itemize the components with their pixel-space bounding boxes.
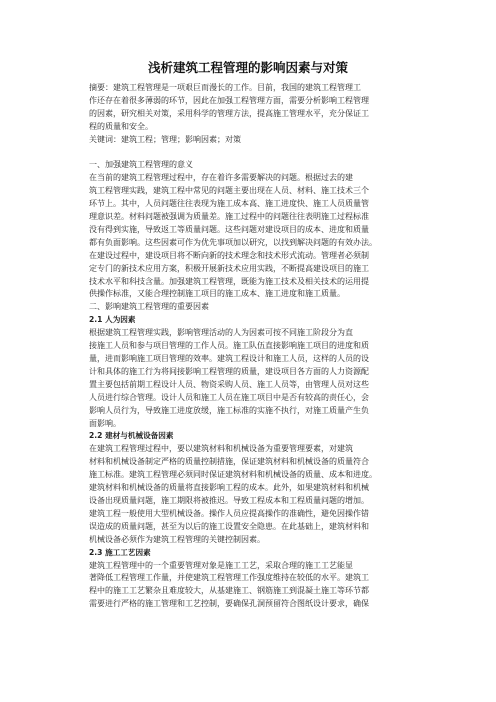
text-line: 在建设过程中，建设项目将不断向新的技术理念和技术形式流动。管理者必须制	[89, 250, 369, 260]
article-body	[89, 82, 411, 611]
text-line: 筑工程管理实践，建筑工程中常见的问题主要出现在人员、材料、施工技术三个	[89, 186, 369, 196]
text-line: 建筑工程管理中的一个重要管理对象是施工工艺，采取合理的施工工艺能显	[89, 560, 353, 570]
abstract-line: 程的质量和安全。	[89, 121, 153, 131]
abstract	[89, 82, 411, 134]
subsection-2-1-text	[89, 327, 411, 430]
subsection-heading: 2.2 建材与机械设备因素	[89, 431, 174, 441]
text-line: 根据建筑工程管理实践，影响管理活动的人为因素可按不同施工阶段分为直	[89, 328, 353, 338]
spacer	[89, 147, 411, 160]
subsection-heading: 2.1 人为因素	[89, 315, 136, 325]
text-line: 材料和机械设备制定严格的质量控制措施，保证建筑材料和机械设备的质量符合	[89, 457, 369, 467]
text-line: 环节上。其中，人员问题往往表现为施工成本高、施工进度快、施工人员质量管	[89, 199, 369, 209]
text-line: 定专门的新技术应用方案，积极开展新技术应用实践，不断提高建设项目的施工	[89, 263, 369, 273]
text-line: 面影响。	[89, 418, 121, 428]
text-line: 施工标准。建筑工程管理必须同时保证建筑材料和机械设备的质量、成本和进度。	[89, 470, 377, 480]
abstract-line: 作还存在着很多薄弱的环节，因此在加强工程管理方面，需要分析影响工程管理	[89, 95, 369, 105]
keywords: 关键词：建筑工程；管理；影响因素；对策	[89, 134, 241, 144]
text-line: 程中的施工工艺繁杂且难度较大，从基建施工、钢筋施工到混凝土施工等环节都	[89, 586, 369, 596]
text-line: 理意识差。材料问题被强调为质量差。施工过程中的问题往往表明施工过程标准	[89, 212, 369, 222]
text-line: 没有得到实施，导致返工等质量问题。这些问题对建设项目的成本、进度和质量	[89, 224, 369, 234]
section-heading: 一、加强建筑工程管理的意义	[89, 160, 193, 170]
subsection-2-3-text	[89, 560, 411, 612]
text-line: 误造成的质量问题，甚至为以后的施工设置安全隐患。在此基础上，建筑材料和	[89, 521, 369, 531]
article-title: 浅析建筑工程管理的影响因素与对策	[147, 60, 348, 75]
text-line: 机械设备必须作为建筑工程管理的关键控制因素。	[89, 534, 265, 544]
text-line: 置主要包括前期工程设计人员、物资采购人员、施工人员等，由管理人员对这些	[89, 379, 369, 389]
text-line: 在当前的建筑工程管理过程中，存在着许多需要解决的问题。根据过去的建	[89, 173, 353, 183]
text-line: 需要进行严格的施工管理和工艺控制，要确保孔洞预留符合图纸设计要求，确保	[89, 599, 369, 609]
text-line: 在建筑工程管理过程中，要以建筑材料和机械设备为重要管理要素，对建筑	[89, 444, 353, 454]
text-line: 设备出现质量问题，施工期限将被推迟。导致工程成本和工程质量问题的增加。	[89, 495, 369, 505]
text-line: 人员进行综合管理。设计人员和施工人员在施工项目中是否有较高的责任心，会	[89, 392, 369, 402]
text-line: 影响人员行为，导致施工进度放缓，施工标准的实施不执行，对施工质量产生负	[89, 405, 369, 415]
subsection-heading: 2.3 施工工艺因素	[89, 547, 151, 557]
text-line: 量，进而影响施工项目管理的效率。建筑工程设计和施工人员，这样的人员的设	[89, 354, 369, 364]
text-line: 计和具体的施工行为将间接影响工程管理的质量，建设项目各方面的人力资源配	[89, 366, 369, 376]
text-line: 建筑材料和机械设备的质量将直接影响工程的成本。此外，如果建筑材料和机械	[89, 483, 369, 493]
section-heading: 二、影响建筑工程管理的重要因素	[89, 302, 209, 312]
text-line: 接施工人员和参与项目管理的工作人员。施工队伍直接影响施工项目的进度和质	[89, 341, 369, 351]
text-line: 供操作标准，又能合理控制施工项目的施工成本、施工进度和施工质量。	[89, 289, 345, 299]
subsection-2-2-text	[89, 443, 411, 546]
text-line: 技术水平和科技含量。加强建筑工程管理，既能为施工技术及相关技术的运用提	[89, 276, 369, 286]
text-line: 建筑工程一般使用大型机械设备。操作人员应提高操作的准确性，避免因操作错	[89, 508, 369, 518]
section-1-text	[89, 172, 411, 301]
abstract-line: 摘要：建筑工程管理是一项艰巨而漫长的工作。目前，我国的建筑工程管理工	[89, 83, 361, 92]
abstract-line: 的因素，研究相关对策，采用科学的管理方法，提高施工管理水平，充分保证工	[89, 108, 369, 118]
text-line: 著降低工程管理工作量，并使建筑工程管理工作强度维持在较低的水平。建筑工	[89, 573, 369, 583]
text-line: 都有负面影响。这些因素可作为优先事项加以研究，以找到解决问题的有效办法。	[89, 237, 377, 247]
